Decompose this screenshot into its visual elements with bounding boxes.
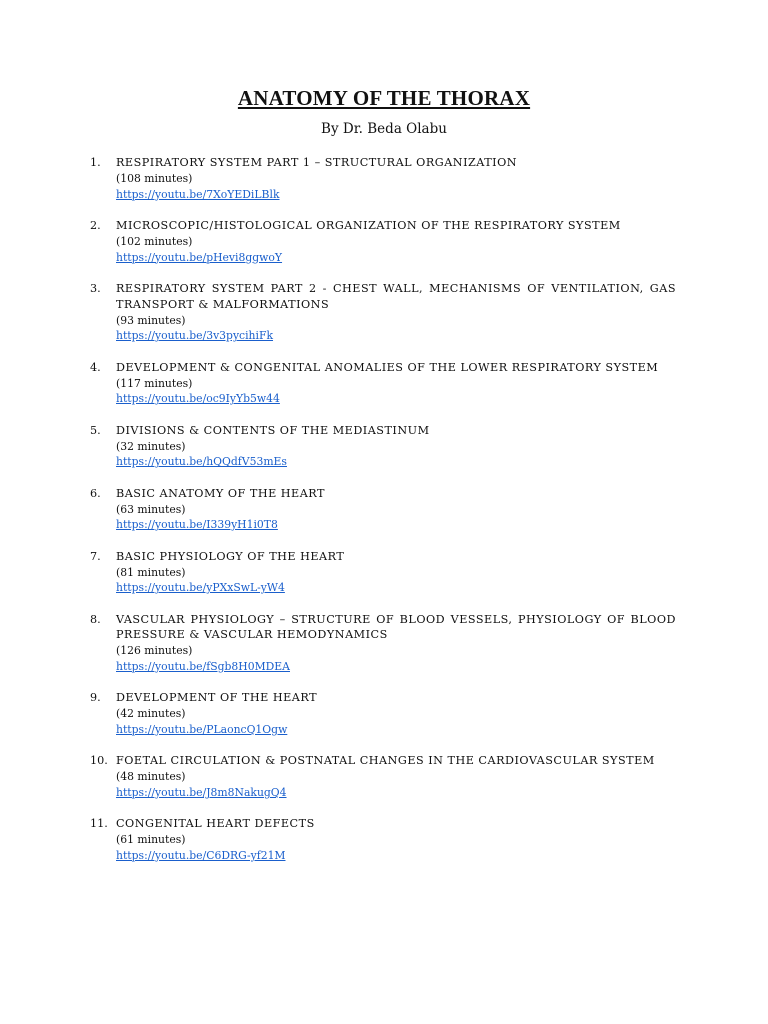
item-number: 9. xyxy=(90,691,101,705)
item-number: 7. xyxy=(90,549,101,563)
item-duration: (93 minutes) xyxy=(116,313,186,327)
item-duration: (102 minutes) xyxy=(116,234,193,248)
document-byline: By Dr. Beda Olabu xyxy=(321,121,447,137)
list-item xyxy=(90,816,676,863)
item-number: 1. xyxy=(90,156,101,169)
list-item xyxy=(90,423,676,470)
video-link[interactable]: https://youtu.be/fSgb8H0MDEA xyxy=(116,660,290,674)
list-item xyxy=(90,612,676,675)
list-item xyxy=(90,486,676,533)
item-number: 5. xyxy=(90,423,101,437)
video-link[interactable]: https://youtu.be/yPXxSwL-yW4 xyxy=(116,581,285,595)
item-duration: (117 minutes) xyxy=(116,376,193,390)
list-item xyxy=(90,281,676,344)
item-duration: (48 minutes) xyxy=(116,770,186,784)
video-link[interactable]: https://youtu.be/hQQdfV53mEs xyxy=(116,455,287,469)
item-number: 10. xyxy=(90,754,108,768)
item-number: 6. xyxy=(90,486,101,500)
item-title: BASIC ANATOMY OF THE HEART xyxy=(116,486,325,500)
item-duration: (126 minutes) xyxy=(116,644,193,658)
item-number: 3. xyxy=(90,281,101,295)
item-title: RESPIRATORY SYSTEM PART 2 - CHEST WALL, MECHANISMS OF VENTILATION, GAS TRANSPORT & MALFORMATIONS xyxy=(116,281,676,311)
item-number: 2. xyxy=(90,218,101,232)
list-item xyxy=(90,753,676,800)
video-link[interactable]: https://youtu.be/pHevi8ggwoY xyxy=(116,250,283,264)
item-number: 11. xyxy=(90,817,108,831)
video-link[interactable]: https://youtu.be/C6DRG-yf21M xyxy=(116,849,286,863)
video-link[interactable]: https://youtu.be/I339yH1i0T8 xyxy=(116,518,278,532)
item-number: 4. xyxy=(90,360,101,374)
document-title: ANATOMY OF THE THORAX xyxy=(237,86,531,110)
item-duration: (61 minutes) xyxy=(116,833,186,847)
list-item xyxy=(90,690,676,737)
video-link[interactable]: https://youtu.be/J8m8NakugQ4 xyxy=(116,786,287,800)
list-item xyxy=(90,155,676,202)
item-duration: (42 minutes) xyxy=(116,707,186,721)
list-item xyxy=(90,549,676,596)
item-title: VASCULAR PHYSIOLOGY – STRUCTURE OF BLOOD VESSELS, PHYSIOLOGY OF BLOOD PRESSURE & VASCULAR HEMODYNAMICS xyxy=(116,612,676,642)
item-title: DEVELOPMENT OF THE HEART xyxy=(116,691,318,705)
item-title: DEVELOPMENT & CONGENITAL ANOMALIES OF THE LOWER RESPIRATORY SYSTEM xyxy=(116,360,659,374)
video-link[interactable]: https://youtu.be/7XoYEDiLBlk xyxy=(116,187,280,201)
list-item xyxy=(90,360,676,407)
video-link[interactable]: https://youtu.be/3v3pycihiFk xyxy=(116,329,274,343)
item-title: CONGENITAL HEART DEFECTS xyxy=(116,817,315,831)
item-title: RESPIRATORY SYSTEM PART 1 – STRUCTURAL ORGANIZATION xyxy=(116,156,518,169)
video-link[interactable]: https://youtu.be/PLaoncQ1Ogw xyxy=(116,723,288,737)
item-duration: (108 minutes) xyxy=(116,171,193,185)
item-duration: (63 minutes) xyxy=(116,502,186,516)
item-number: 8. xyxy=(90,612,101,626)
item-title: FOETAL CIRCULATION & POSTNATAL CHANGES IN THE CARDIOVASCULAR SYSTEM xyxy=(116,754,655,768)
item-duration: (32 minutes) xyxy=(116,439,186,453)
item-title: BASIC PHYSIOLOGY OF THE HEART xyxy=(116,549,345,563)
lecture-list xyxy=(90,155,676,879)
list-item xyxy=(90,218,676,265)
item-duration: (81 minutes) xyxy=(116,565,186,579)
video-link[interactable]: https://youtu.be/oc9IyYb5w44 xyxy=(116,392,280,406)
item-title: DIVISIONS & CONTENTS OF THE MEDIASTINUM xyxy=(116,423,430,437)
item-title: MICROSCOPIC/HISTOLOGICAL ORGANIZATION OF THE RESPIRATORY SYSTEM xyxy=(116,218,621,232)
